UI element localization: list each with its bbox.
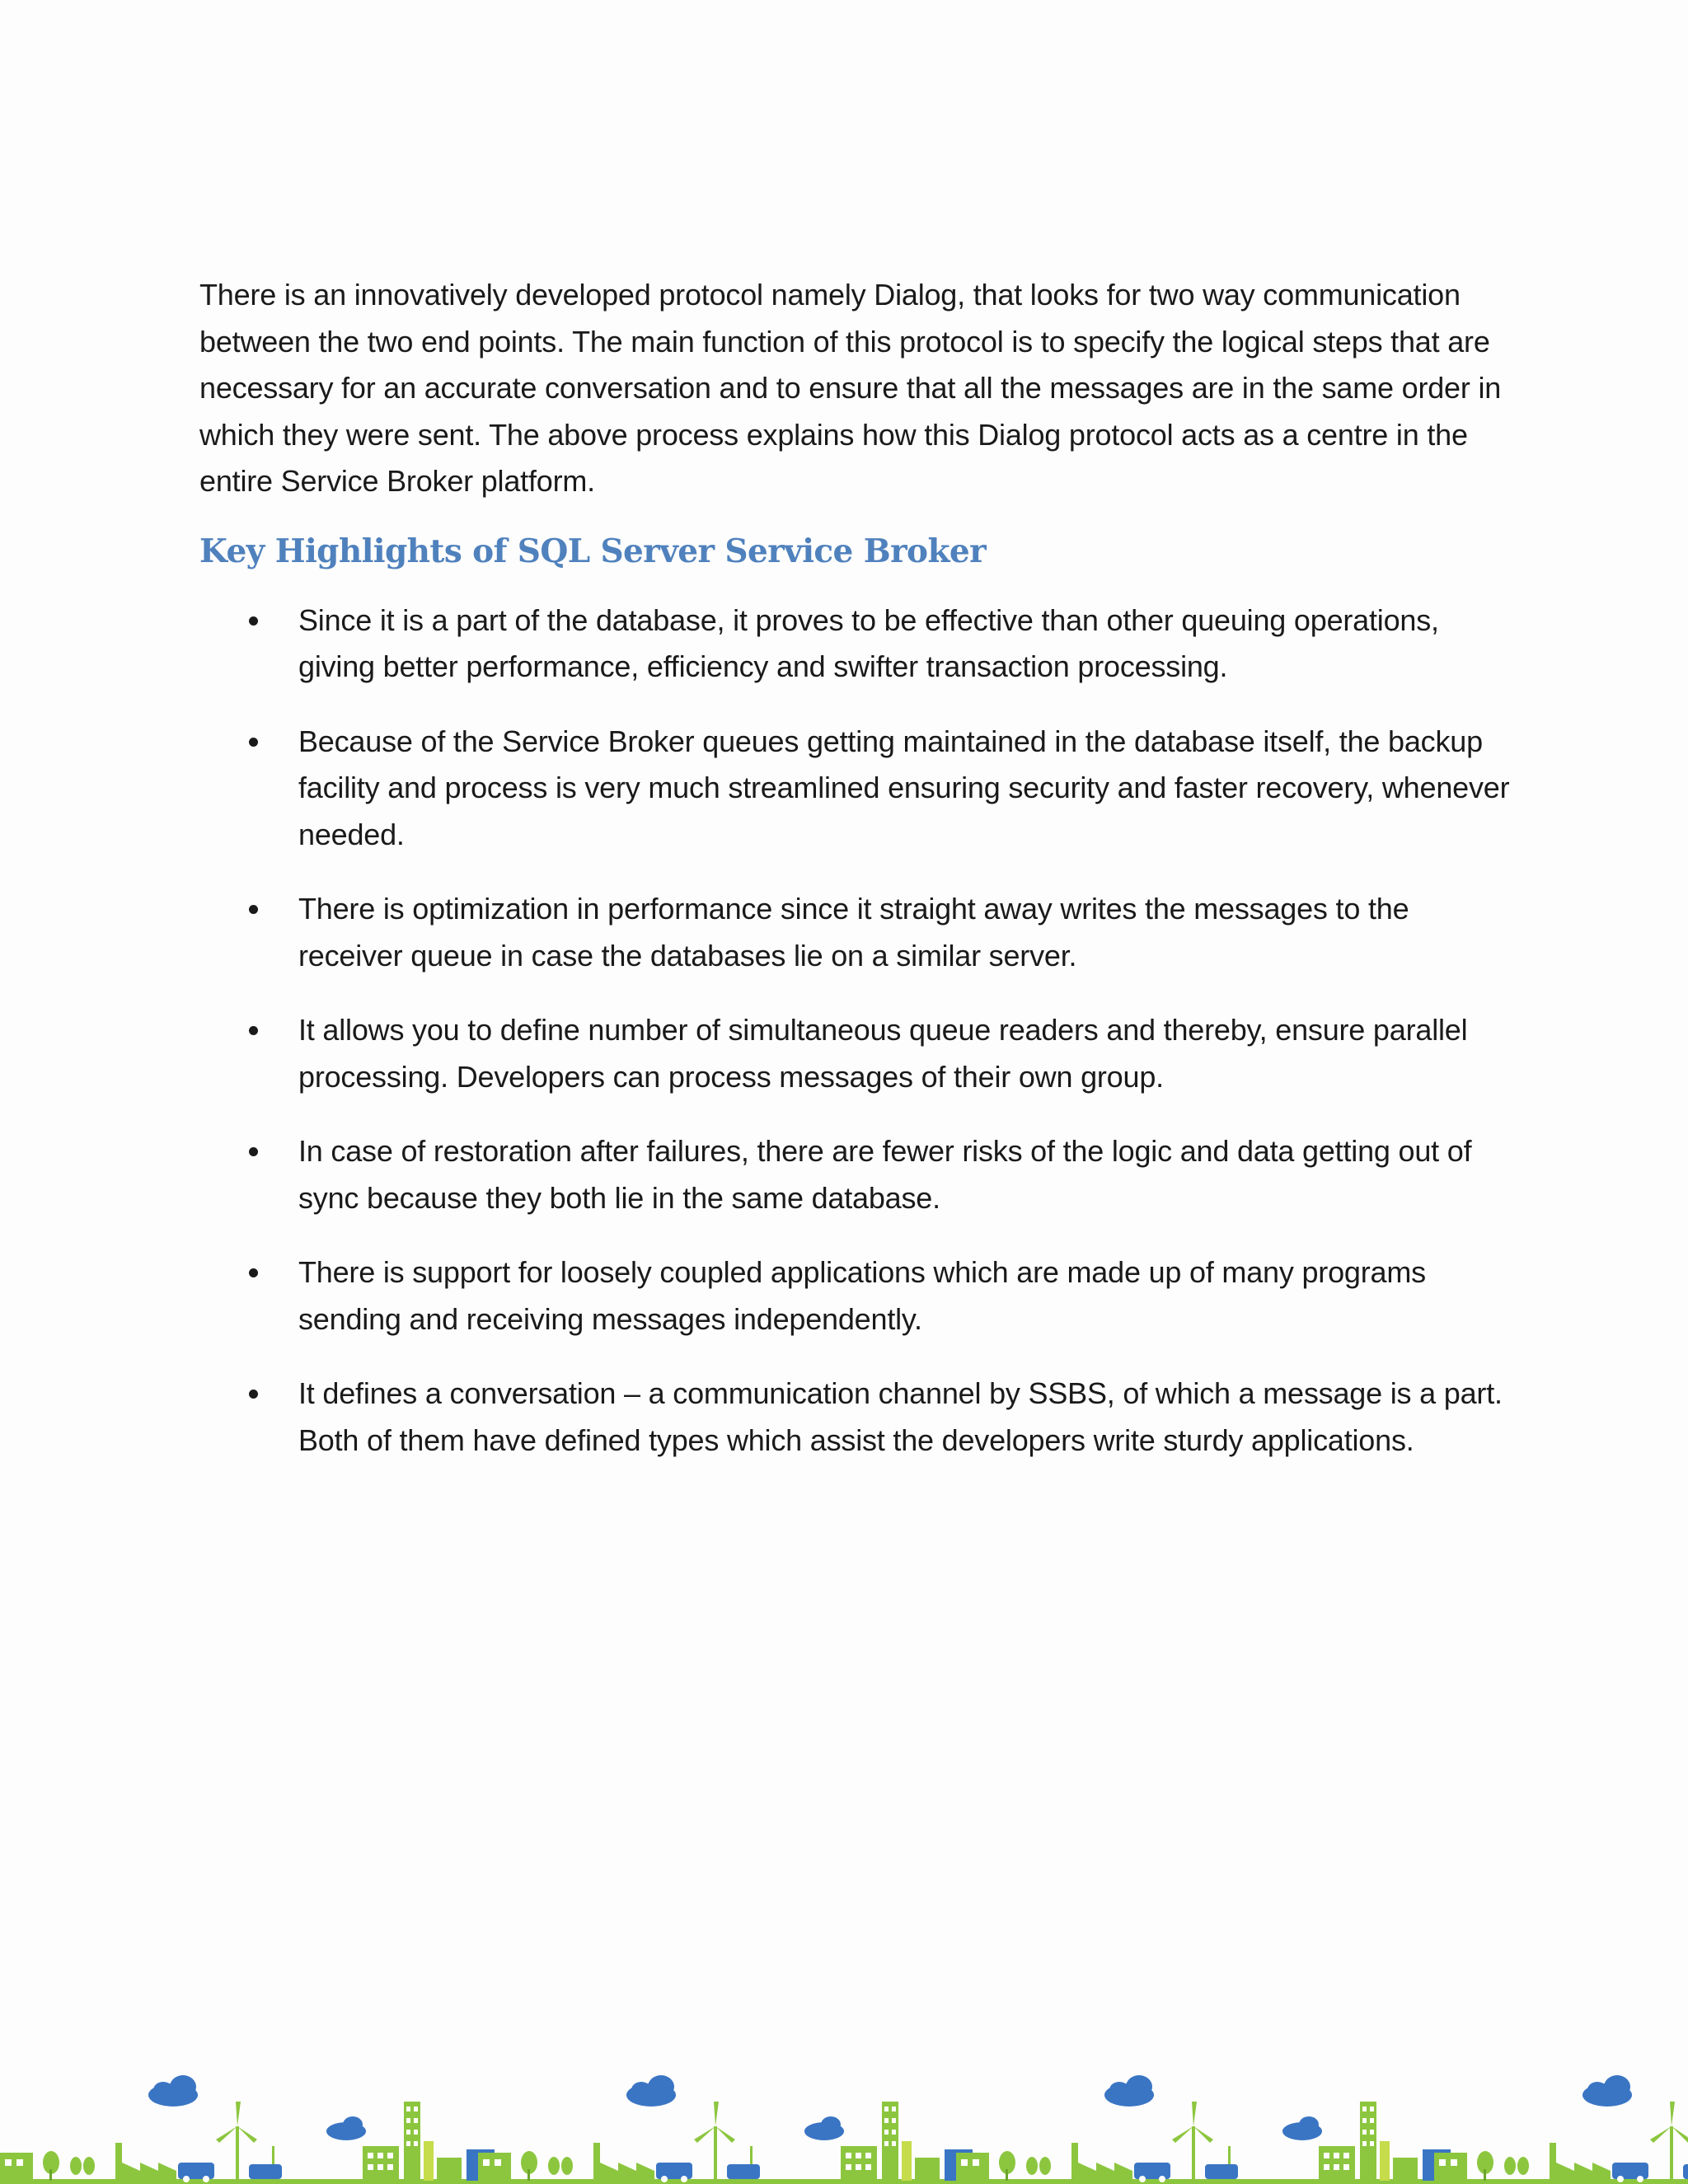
bullet-icon — [249, 616, 258, 626]
intro-paragraph: There is an innovatively developed protocol namely Dialog, that looks for two way communication between the two end points. The main function of this protocol is to specify the logical steps that are necessary for an accurate conversation and to ensure that all the messages are in the same order in which they were sent. The above process explains how this Dialog protocol acts as a centre in the entire Service Broker platform. — [199, 278, 1502, 498]
highlights-list — [199, 598, 1510, 1465]
bullet-icon — [249, 905, 258, 914]
page-content — [199, 272, 1510, 1492]
bullet-icon — [249, 1390, 258, 1399]
highlight-text: It defines a conversation – a communication channel by SSBS, of which a message is a part. Both of them have defined types which assist the developers write sturdy applications. — [298, 1376, 1503, 1457]
city-skyline-footer — [0, 2060, 1688, 2184]
highlight-item — [199, 598, 1510, 691]
bullet-icon — [249, 738, 258, 747]
highlight-text: There is support for loosely coupled applications which are made up of many programs sending and receiving messages independently. — [298, 1255, 1426, 1336]
highlight-text: It allows you to define number of simultaneous queue readers and thereby, ensure parallel processing. Developers can process messages of their own group. — [298, 1013, 1468, 1094]
bullet-icon — [249, 1268, 258, 1277]
highlight-item — [199, 1007, 1510, 1100]
highlight-item — [199, 1371, 1510, 1464]
section-heading: Key Highlights of SQL Server Service Broker — [199, 532, 987, 570]
highlight-item — [199, 1128, 1510, 1221]
highlight-item — [199, 886, 1510, 979]
bullet-icon — [249, 1147, 258, 1156]
bullet-icon — [249, 1026, 258, 1035]
highlight-text: There is optimization in performance since it straight away writes the messages to the receiver queue in case the databases lie on a similar server. — [298, 892, 1409, 972]
highlight-item — [199, 719, 1510, 859]
highlight-item — [199, 1249, 1510, 1343]
highlight-text: Because of the Service Broker queues getting maintained in the database itself, the backup facility and process is very much streamlined ensuring security and faster recovery, whenever needed. — [298, 724, 1510, 851]
highlight-text: Since it is a part of the database, it proves to be effective than other queuing operations, giving better performance, efficiency and swifter transaction processing. — [298, 602, 1439, 683]
highlight-text: In case of restoration after failures, there are fewer risks of the logic and data getting out of sync because they both lie in the same database. — [298, 1134, 1472, 1215]
